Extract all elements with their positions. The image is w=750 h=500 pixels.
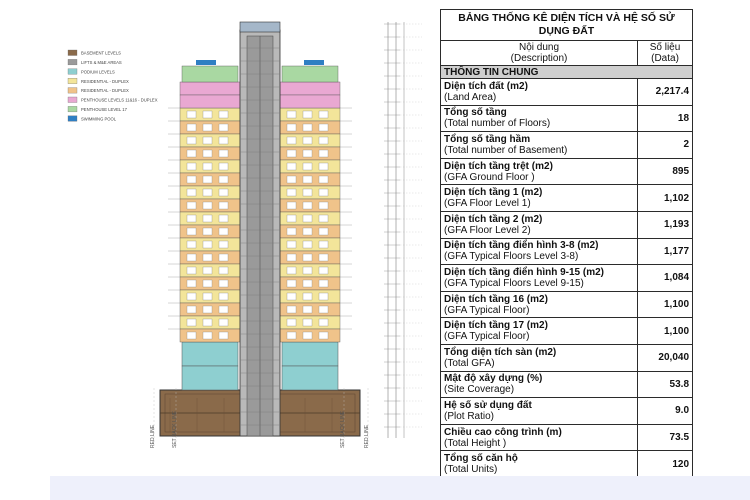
row-label [441, 185, 638, 212]
window [319, 319, 328, 326]
window [219, 124, 228, 131]
row-value: 9.0 [638, 398, 693, 425]
legend-swatch [68, 116, 77, 122]
row-label-en: (GFA Floor Level 1) [444, 198, 531, 210]
window [287, 280, 296, 287]
header-data [638, 41, 693, 66]
building-section-drawing [50, 8, 438, 458]
window [219, 332, 228, 339]
window [319, 137, 328, 144]
window [287, 332, 296, 339]
legend-label: SWIMMING POOL [81, 116, 117, 122]
row-label-vn: Diện tích tầng 17 (m2) [444, 320, 548, 332]
window [203, 163, 212, 170]
penthouse-left [180, 82, 240, 95]
row-label-vn: Diện tích tầng 2 (m2) [444, 213, 543, 225]
window [303, 241, 312, 248]
window [187, 137, 196, 144]
row-label-vn: Tổng số tầng hầm [444, 133, 531, 145]
building-section [154, 22, 368, 448]
window [219, 280, 228, 287]
window [287, 202, 296, 209]
window [303, 163, 312, 170]
row-value: 18 [638, 105, 693, 132]
window [187, 306, 196, 313]
row-label-vn: Diện tích tầng 1 (m2) [444, 187, 543, 199]
row-label-en: (Plot Ratio) [444, 410, 495, 422]
window [203, 254, 212, 261]
window [287, 150, 296, 157]
row-value: 1,100 [638, 318, 693, 345]
row-value: 895 [638, 158, 693, 185]
row-label-vn: Diện tích tầng trệt (m2) [444, 160, 553, 172]
window [219, 150, 228, 157]
table-title: BẢNG THỐNG KÊ DIỆN TÍCH VÀ HỆ SỐ SỬ DỤNG ĐẤT [441, 10, 693, 41]
table-row [441, 291, 693, 318]
window [203, 189, 212, 196]
window [319, 254, 328, 261]
window [187, 254, 196, 261]
window [203, 111, 212, 118]
dimension-lines [384, 22, 422, 438]
row-label-en: (Total number of Basement) [444, 144, 568, 156]
table-row [441, 185, 693, 212]
window [203, 215, 212, 222]
row-label-en: (Total number of Floors) [444, 118, 551, 130]
window [203, 137, 212, 144]
row-value: 1,193 [638, 211, 693, 238]
legend-swatch [68, 78, 77, 84]
window [287, 267, 296, 274]
row-value: 2 [638, 132, 693, 159]
row-label-en: (Land Area) [444, 91, 497, 103]
window [187, 202, 196, 209]
window [219, 254, 228, 261]
window [319, 332, 328, 339]
window [287, 306, 296, 313]
row-value: 120 [638, 451, 693, 478]
row-label [441, 371, 638, 398]
window [287, 241, 296, 248]
row-label-en: (Total Units) [444, 464, 498, 476]
row-label-en: (GFA Ground Floor ) [444, 171, 535, 183]
window [287, 189, 296, 196]
window [319, 267, 328, 274]
window [203, 280, 212, 287]
row-value: 2,217.4 [638, 79, 693, 106]
row-label-vn: Mật độ xây dựng (%) [444, 373, 543, 385]
window [287, 228, 296, 235]
row-label [441, 79, 638, 106]
row-label [441, 398, 638, 425]
legend-label: BASEMENT LEVELS [81, 50, 121, 56]
window [203, 176, 212, 183]
drawing-legend [68, 50, 158, 121]
header-content-vn: Nội dung [518, 42, 560, 53]
window [303, 332, 312, 339]
roof-structure [240, 22, 280, 32]
legend-swatch [68, 97, 77, 103]
window [219, 176, 228, 183]
window [187, 293, 196, 300]
window [219, 202, 228, 209]
row-label-en: (Total GFA) [444, 357, 495, 369]
window [319, 124, 328, 131]
row-value: 20,040 [638, 344, 693, 371]
window [319, 241, 328, 248]
window [303, 306, 312, 313]
row-label-en: (GFA Typical Floor) [444, 331, 530, 343]
window [219, 137, 228, 144]
window [303, 124, 312, 131]
window [303, 267, 312, 274]
window [319, 306, 328, 313]
table-row [441, 344, 693, 371]
window [287, 293, 296, 300]
window [187, 215, 196, 222]
row-label-en: (GFA Typical Floors Level 3-8) [444, 251, 579, 263]
legend-label: LIFTS & M&E AREAS [81, 60, 122, 65]
row-label-en: (Site Coverage) [444, 384, 515, 396]
row-value: 1,102 [638, 185, 693, 212]
row-label [441, 424, 638, 451]
window [287, 137, 296, 144]
table-row [441, 451, 693, 478]
window [287, 124, 296, 131]
window [319, 176, 328, 183]
window [287, 163, 296, 170]
legend-label: RESIDENTIAL - DUPLEX [81, 78, 129, 84]
window [219, 319, 228, 326]
legend-label: PODIUM LEVELS [81, 69, 115, 75]
row-label [441, 318, 638, 345]
window [303, 202, 312, 209]
row-label [441, 211, 638, 238]
window [303, 293, 312, 300]
window [303, 228, 312, 235]
row-label [441, 344, 638, 371]
podium-left [182, 342, 238, 366]
window [219, 306, 228, 313]
row-label-vn: Diện tích tầng 16 (m2) [444, 293, 548, 305]
window [219, 293, 228, 300]
table-row [441, 424, 693, 451]
row-label-en: (GFA Typical Floors Level 9-15) [444, 277, 584, 289]
land-use-statistics-table [440, 9, 693, 478]
setback-line-label-left: SET BACK LINE [172, 410, 178, 448]
window [287, 254, 296, 261]
window [187, 163, 196, 170]
window [203, 319, 212, 326]
row-value: 73.5 [638, 424, 693, 451]
window [203, 306, 212, 313]
window [187, 319, 196, 326]
table-row [441, 158, 693, 185]
window [203, 228, 212, 235]
table-row [441, 371, 693, 398]
podium-right [282, 342, 338, 366]
window [303, 319, 312, 326]
penthouse-left [180, 95, 240, 108]
window [319, 189, 328, 196]
table-row [441, 398, 693, 425]
window [303, 150, 312, 157]
window [303, 176, 312, 183]
window [203, 150, 212, 157]
window [319, 163, 328, 170]
row-label-vn: Diện tích tầng điển hình 9-15 (m2) [444, 266, 605, 278]
row-label-en: (Total Height ) [444, 437, 507, 449]
row-label-vn: Diện tích đất (m2) [444, 80, 528, 92]
podium-right [282, 366, 338, 390]
penthouse-17-left [182, 66, 238, 82]
window [319, 215, 328, 222]
table-row [441, 211, 693, 238]
swimming-pool-right [304, 60, 324, 65]
window [203, 241, 212, 248]
section-svg [50, 8, 438, 458]
window [187, 332, 196, 339]
window [287, 111, 296, 118]
legend-swatch [68, 69, 77, 75]
window [319, 280, 328, 287]
table-row [441, 132, 693, 159]
window [319, 293, 328, 300]
row-label-vn: Hệ số sử dụng đất [444, 399, 532, 411]
window [287, 215, 296, 222]
window [303, 280, 312, 287]
row-value: 1,100 [638, 291, 693, 318]
podium-left [182, 366, 238, 390]
row-label-vn: Tổng số tầng [444, 107, 507, 119]
window [287, 176, 296, 183]
row-label-vn: Chiều cao công trình (m) [444, 426, 562, 438]
red-line-label-right: RED LINE [364, 424, 370, 448]
legend-swatch [68, 59, 77, 65]
header-content-en: (Description) [510, 53, 568, 64]
window [203, 202, 212, 209]
row-label [441, 132, 638, 159]
header-data-en: (Data) [651, 53, 679, 64]
row-label [441, 158, 638, 185]
window [219, 215, 228, 222]
window [219, 241, 228, 248]
row-value: 53.8 [638, 371, 693, 398]
row-label-en: (GFA Floor Level 2) [444, 224, 531, 236]
window [319, 228, 328, 235]
window [319, 150, 328, 157]
legend-swatch [68, 106, 77, 112]
penthouse-17-right [282, 66, 338, 82]
window [219, 228, 228, 235]
window [219, 111, 228, 118]
window [303, 111, 312, 118]
window [219, 267, 228, 274]
table-row [441, 265, 693, 292]
row-label [441, 451, 638, 478]
window [219, 189, 228, 196]
table-row [441, 238, 693, 265]
row-label [441, 265, 638, 292]
red-line-label-left: RED LINE [150, 424, 156, 448]
swimming-pool-left [196, 60, 216, 65]
window [203, 267, 212, 274]
window [203, 332, 212, 339]
window [187, 241, 196, 248]
legend-label: PENTHOUSE LEVELS 11&16 - DUPLEX [81, 97, 158, 103]
window [187, 228, 196, 235]
window [303, 215, 312, 222]
window [303, 189, 312, 196]
window [187, 267, 196, 274]
window [303, 254, 312, 261]
header-data-vn: Số liệu [649, 42, 681, 53]
window [287, 319, 296, 326]
penthouse-right [280, 82, 340, 95]
header-content [441, 41, 638, 66]
window [203, 293, 212, 300]
window [203, 124, 212, 131]
window [187, 280, 196, 287]
window [187, 176, 196, 183]
table-row [441, 105, 693, 132]
legend-label: RESIDENTIAL - DUPLEX [81, 88, 129, 94]
legend-swatch [68, 88, 77, 94]
row-label-en: (GFA Typical Floor) [444, 304, 530, 316]
window [187, 189, 196, 196]
row-value: 1,177 [638, 238, 693, 265]
window [187, 150, 196, 157]
setback-line-label-right: SET BACK LINE [340, 410, 346, 448]
penthouse-right [280, 95, 340, 108]
row-label-vn: Tổng diện tích sàn (m2) [444, 346, 557, 358]
section-general-info: THÔNG TIN CHUNG [441, 66, 693, 79]
window [319, 202, 328, 209]
row-label [441, 105, 638, 132]
row-label [441, 238, 638, 265]
row-value: 1,084 [638, 265, 693, 292]
legend-label: PENTHOUSE LEVEL 17 [81, 107, 127, 112]
bottom-strip [50, 476, 750, 500]
table-row [441, 318, 693, 345]
window [187, 124, 196, 131]
window [319, 111, 328, 118]
row-label-vn: Tổng số căn hộ [444, 453, 518, 465]
legend-swatch [68, 50, 77, 56]
table-row [441, 79, 693, 106]
row-label-vn: Diện tích tầng điển hình 3-8 (m2) [444, 240, 599, 252]
window [219, 163, 228, 170]
row-label [441, 291, 638, 318]
window [303, 137, 312, 144]
window [187, 111, 196, 118]
